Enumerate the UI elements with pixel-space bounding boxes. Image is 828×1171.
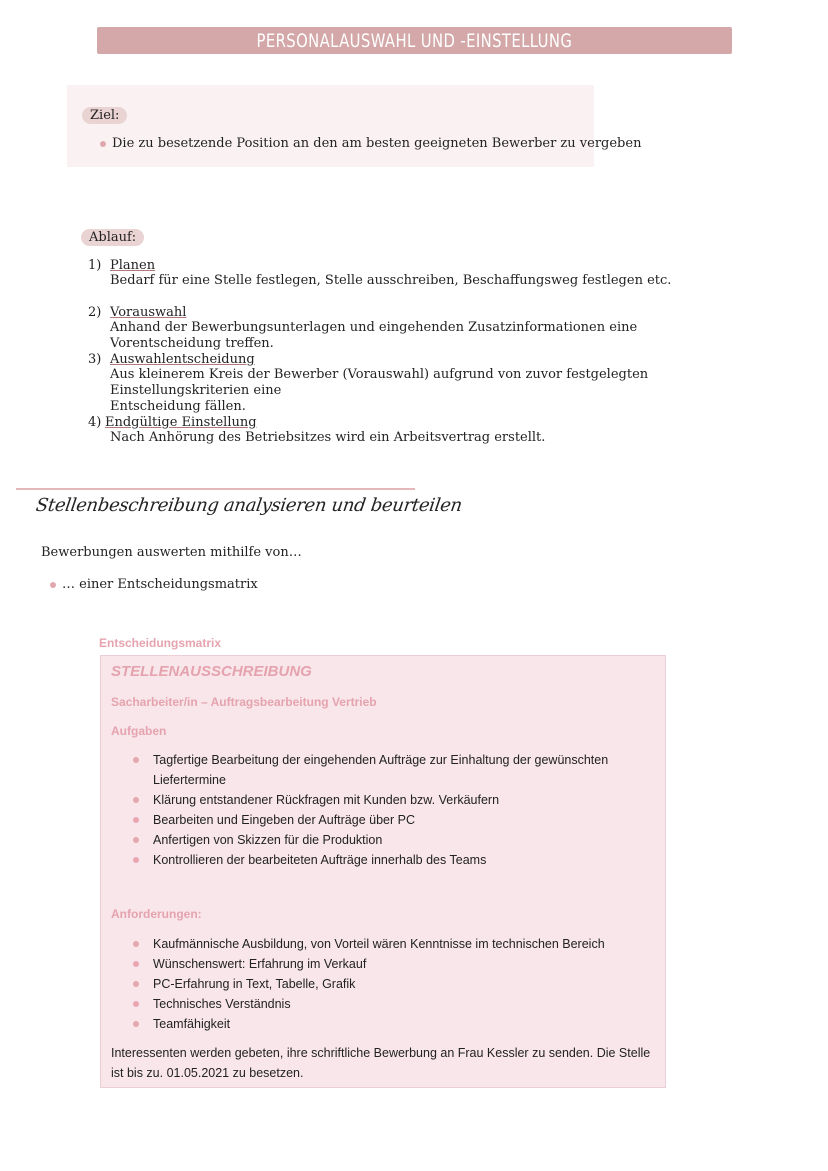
matrix-label: Entscheidungsmatrix — [99, 636, 222, 650]
requirements-list — [133, 934, 653, 1034]
bullet-dot-icon — [133, 1021, 139, 1027]
step-title: Vorauswahl — [110, 305, 187, 320]
step-title: Auswahlentscheidung — [110, 352, 255, 367]
step-number: 2) — [88, 305, 102, 320]
step-text: Bedarf für eine Stelle festlegen, Stelle ausschreiben, Beschaffungsweg festlegen etc. — [110, 273, 672, 288]
task-text: Anfertigen von Skizzen für die Produktion — [153, 833, 383, 847]
task-text: Klärung entstandener Rückfragen mit Kunden bzw. Verkäufern — [153, 793, 500, 807]
list-item — [133, 850, 653, 870]
posting-footer: Interessenten werden gebeten, ihre schriftliche Bewerbung an Frau Kessler zu senden. Die Stelle ist bis zu. 01.05.2021 zu besetzen. — [111, 1046, 651, 1080]
requirement-text: Technisches Verständnis — [153, 997, 291, 1011]
requirement-text: Kaufmännische Ausbildung, von Vorteil wären Kenntnisse im technischen Bereich — [153, 937, 605, 951]
ablauf-step-1 — [88, 258, 748, 288]
bullet-dot-icon — [133, 961, 139, 967]
ziel-label: Ziel: — [82, 107, 127, 124]
requirement-text: PC-Erfahrung in Text, Tabelle, Grafik — [153, 977, 356, 991]
bullet-dot-icon — [133, 797, 139, 803]
bullet-dot-icon — [50, 582, 56, 588]
section-bullet-text: … einer Entscheidungsmatrix — [62, 577, 258, 592]
bullet-dot-icon — [133, 1001, 139, 1007]
list-item — [133, 790, 653, 810]
tasks-label: Aufgaben — [111, 724, 167, 738]
bullet-dot-icon — [100, 141, 106, 147]
step-title: Endgültige Einstellung — [105, 415, 257, 430]
ablauf-step-4 — [88, 415, 748, 445]
bullet-dot-icon — [133, 941, 139, 947]
ziel-bullet — [100, 136, 641, 152]
step-number: 4) — [88, 415, 102, 430]
bullet-dot-icon — [133, 857, 139, 863]
requirement-text: Teamfähigkeit — [153, 1017, 231, 1031]
section-bullet — [50, 577, 258, 593]
list-item — [133, 994, 653, 1014]
task-text: Kontrollieren der bearbeiteten Aufträge innerhalb des Teams — [153, 853, 487, 867]
section-heading: Stellenbeschreibung analysieren und beurteilen — [34, 495, 464, 516]
step-text: Aus kleinerem Kreis der Bewerber (Vorauswahl) aufgrund von zuvor festgelegten Einstellungskriterien eine — [110, 367, 649, 398]
list-item — [133, 810, 653, 830]
ablauf-step-3 — [88, 352, 768, 414]
bullet-dot-icon — [133, 837, 139, 843]
section-intro: Bewerbungen auswerten mithilfe von… — [41, 545, 302, 560]
bullet-dot-icon — [133, 981, 139, 987]
step-number: 3) — [88, 352, 102, 367]
page-title: PERSONALAUSWAHL UND -EINSTELLUNG — [256, 29, 573, 52]
section-divider — [16, 488, 415, 490]
posting-position: Sacharbeiter/in – Auftragsbearbeitung Vertrieb — [111, 695, 377, 709]
job-posting-box — [100, 655, 666, 1088]
requirements-label: Anforderungen: — [111, 907, 202, 921]
tasks-list — [133, 750, 653, 870]
bullet-dot-icon — [133, 757, 139, 763]
requirement-text: Wünschenswert: Erfahrung im Verkauf — [153, 957, 367, 971]
step-number: 1) — [88, 258, 102, 273]
ablauf-label: Ablauf: — [81, 229, 144, 246]
list-item — [133, 974, 653, 994]
list-item — [133, 1014, 653, 1034]
step-text: Entscheidung fällen. — [110, 399, 246, 414]
ablauf-step-2 — [88, 305, 748, 351]
step-text: Nach Anhörung des Betriebsitzes wird ein Arbeitsvertrag erstellt. — [110, 430, 546, 445]
step-title: Planen — [110, 258, 156, 273]
bullet-dot-icon — [133, 817, 139, 823]
ziel-bullet-text: Die zu besetzende Position an den am besten geeigneten Bewerber zu vergeben — [112, 136, 642, 151]
step-text: Anhand der Bewerbungsunterlagen und eingehenden Zusatzinformationen eine Vorentscheidung treffen. — [110, 320, 638, 351]
list-item — [133, 954, 653, 974]
ziel-box — [67, 85, 642, 167]
task-text: Tagfertige Bearbeitung der eingehenden Aufträge zur Einhaltung der gewünschten Liefertermine — [153, 753, 609, 787]
task-text: Bearbeiten und Eingeben der Aufträge über PC — [153, 813, 415, 827]
list-item — [133, 750, 653, 790]
posting-heading: STELLENAUSSCHREIBUNG — [111, 663, 312, 680]
list-item — [133, 830, 653, 850]
page-title-bar — [97, 27, 732, 54]
list-item — [133, 934, 653, 954]
